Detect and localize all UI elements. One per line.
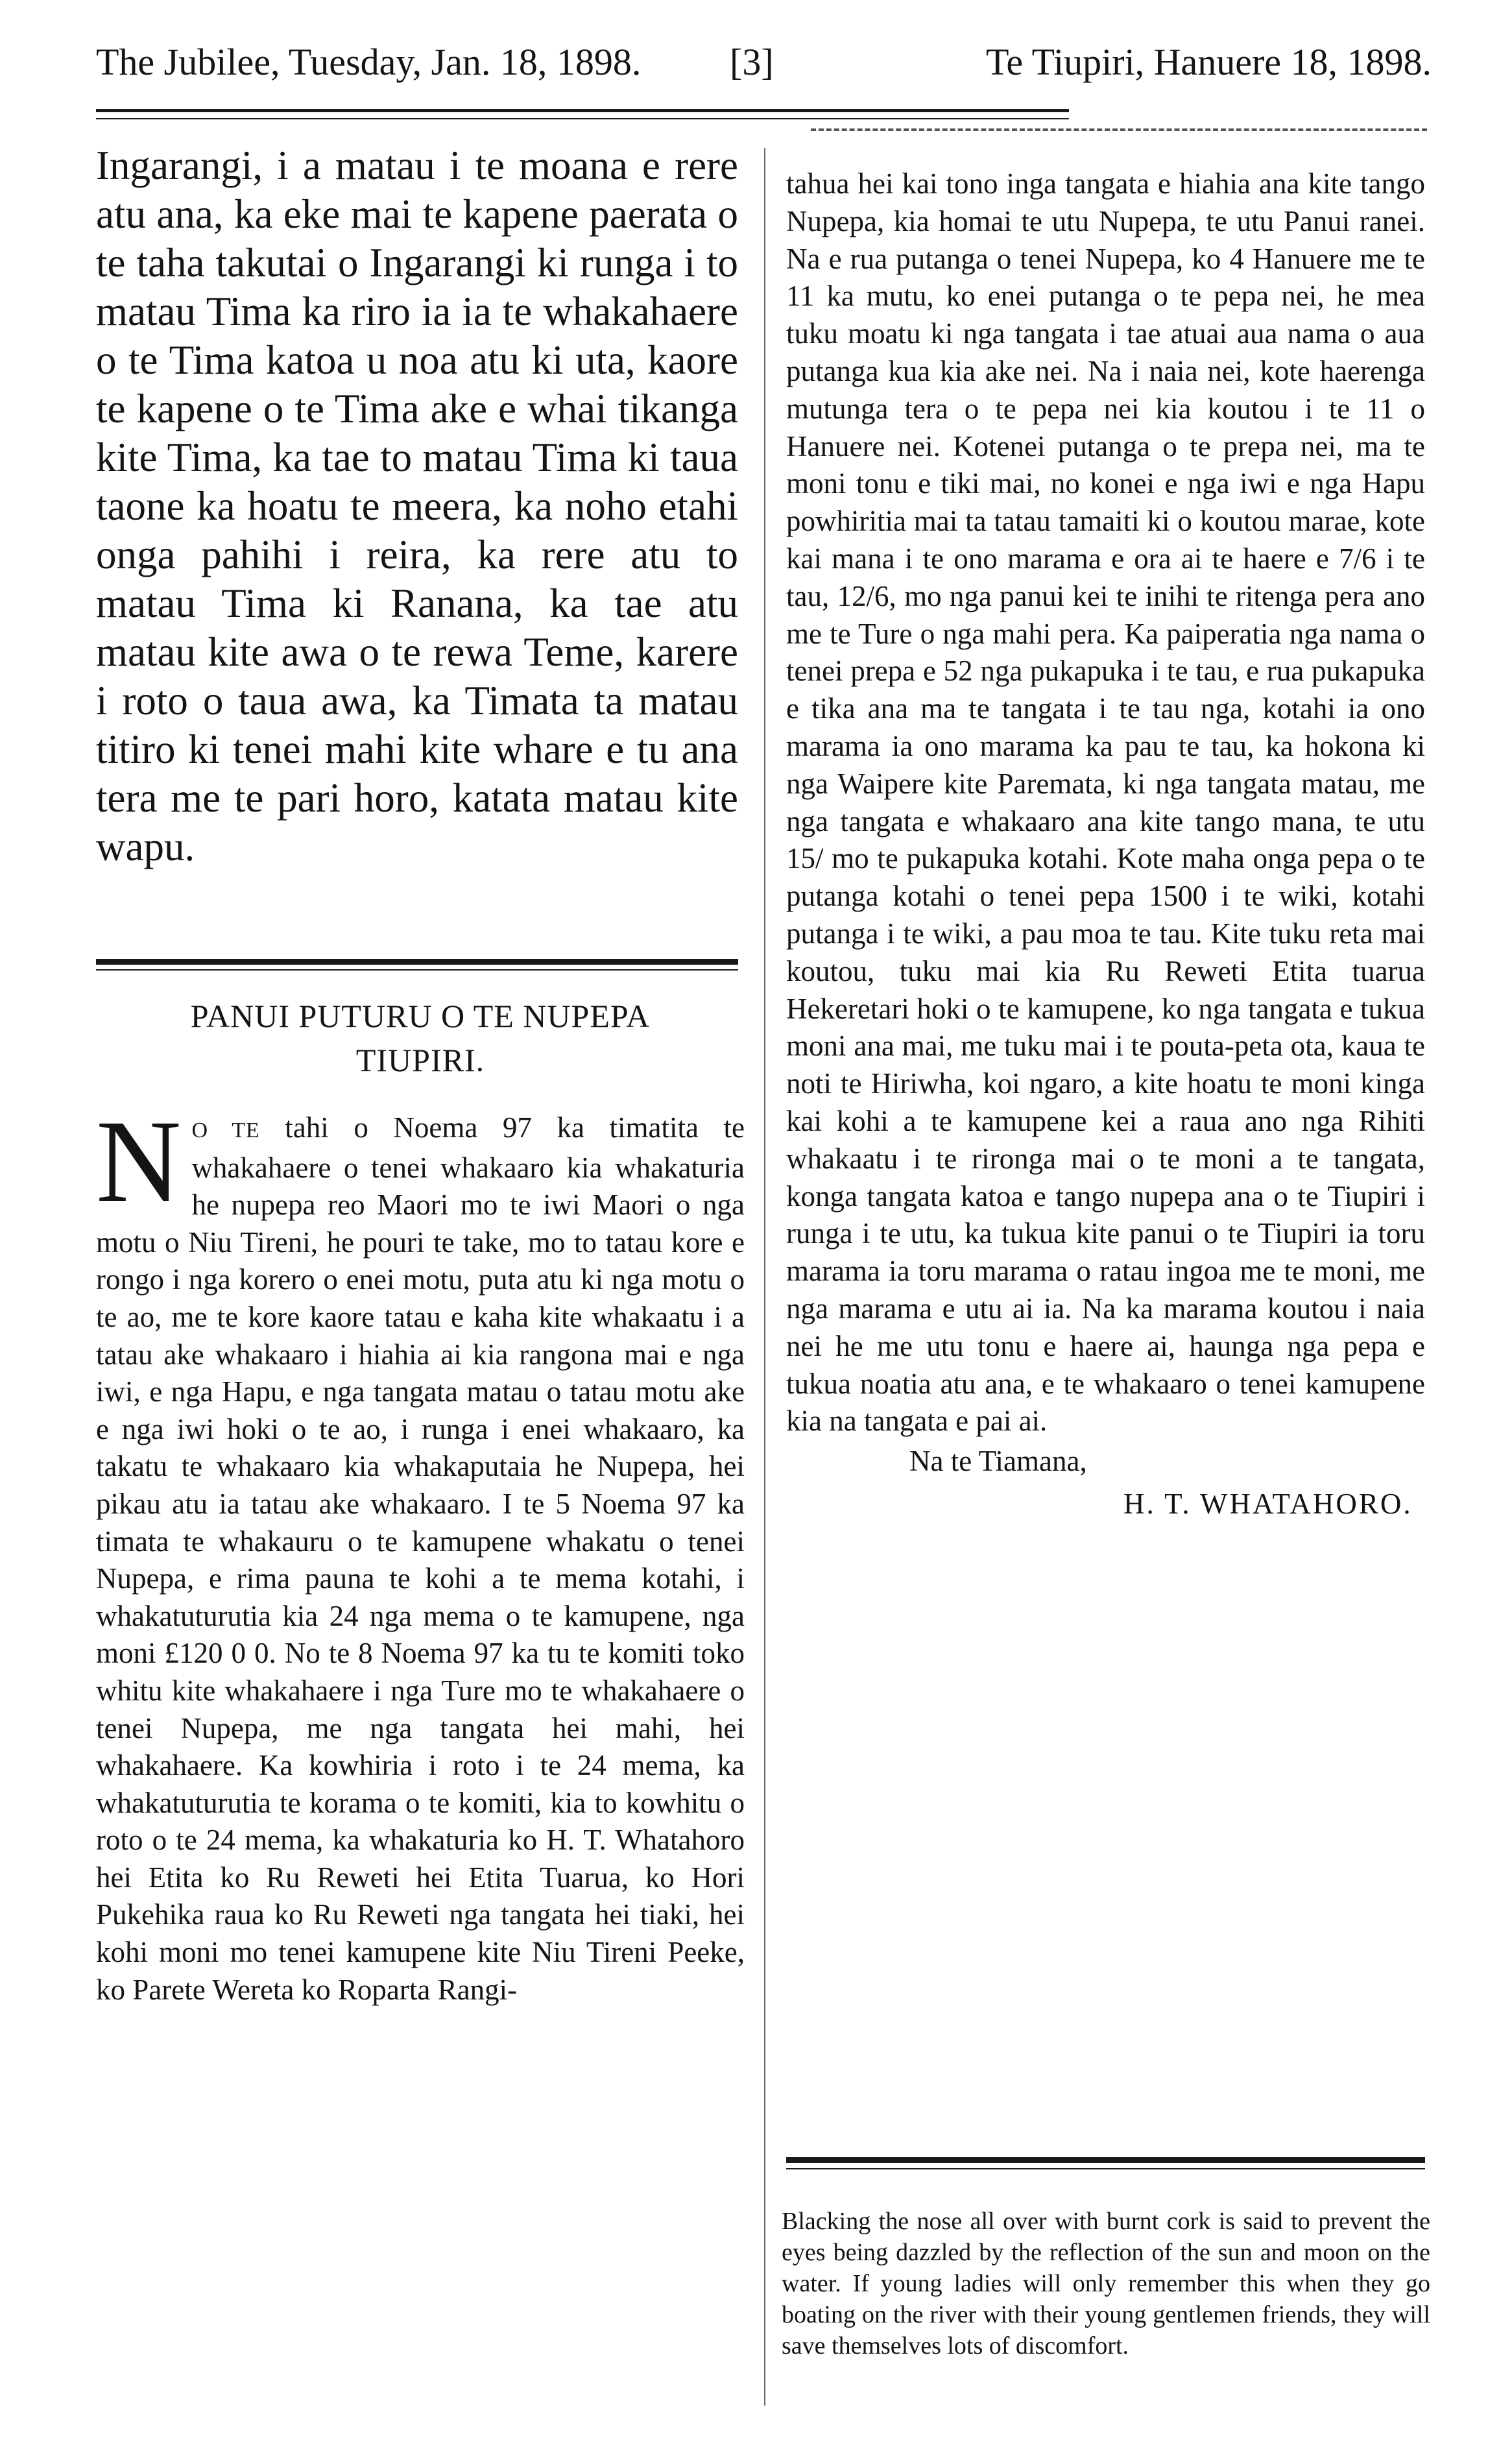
header-right-title: Te Tiupiri, Hanuere 18, 1898. [986, 41, 1432, 83]
drop-cap-letter: N [96, 1096, 182, 1227]
header-rule-thick [96, 109, 1069, 112]
right-separator-thin [786, 2168, 1425, 2169]
filler-note [782, 2206, 1430, 2361]
header-rule-dashed [811, 128, 1427, 131]
signoff-chairman: Na te Tiamana, [909, 1445, 1087, 1478]
right-separator-thick [786, 2157, 1425, 2163]
notice-title: PANUI PUTURU O TE NUPEPA [190, 998, 651, 1034]
notice-continuation-text: tahua hei kai tono inga tangata e hiahia ana kite tango Nupepa, kia homai te utu Nupepa, te utu Panui ranei. Na e rua putanga o tenei Nupepa, ko 4 Hanuere me te 11 ka mutu, ko enei putanga o te pepa nei, he mea tuku moatu ki nga tangata i tae atuai aua nama o aua putanga kua kia ake nei. Na i naia nei, kote haerenga mutunga tera o te pepa nei kia koutou i te 11 o Hanuere nei. Kotenei putanga o te prepa nei, ma te moni tonu e tiki mai, no konei e nga iwi e nga Hapu powhiritia mai ta tatau tamaiti ki o koutou marae, kote kai mana i te ono marama e ora ai te haere e 7/6 i te tau, 12/6, mo nga panui kei te inihi te ritenga pera ano me te Ture o nga mahi pera. Ka paiperatia nga nama o tenei prepa e 52 nga pukapuka i te tau, e rua pukapuka e tika ana ma te tangata i te tau nga, kotahi ia ono marama ia ono marama ka pau te tau, ka hokona ki nga Waipere kite Paremata, ki nga tangata matau, me nga tangata e whakaaro ana kite tango mana, te utu 15/ mo te pukapuka kotahi. Kote maha onga pepa o te putanga kotahi o tenei pepa 1500 i te wiki, kotahi putanga i te wiki, a pau moa te tau. Kite tuku reta mai koutou, tuku mai kia Ru Reweti Etita tuarua Hekeretari hoki o te kamupene, ko nga tangata e tukua moni ana mai, me tuku mai i te pouta-peta ota, kaua te noti te Hiriwha, koi ngaro, a kite hoatu te moni kinga kai kohi a te kamupene kei a raua ano nga Rihiti whakaatu i te rironga mai o te moni a te tangata, konga tangata katoa e tango nupepa ana o te Tiupiri i runga i te utu, ka tukua kite panui o te Tiupiri ia toru marama ia toru marama o ratau ingoa me te moni, me nga marama e utu ai ia. Na ka marama koutou i naia nei he me utu tonu e haere ai, haunga nga pepa e tukua noatia atu ana, e te whakaaro o tenei kamupene kia na tangata e pai ai. [786, 167, 1425, 1438]
header-rule-thin [96, 118, 1069, 119]
signoff-name: H. T. WHATAHORO. [1123, 1487, 1413, 1520]
page-number: [3] [730, 41, 774, 83]
article-paragraph: Ingarangi, i a matau i te moana e rere atu ana, ka eke mai te kapene paerata o te taha takutai o Ingarangi ki runga i to matau Tima ka riro ia ia te whakahaere o te Tima katoa u noa atu ki uta, kaore te kapene o te Tima ake e whai tikanga kite Tima, ka tae to matau Tima ki taua taone ka hoatu te meera, ka noho etahi onga pahihi i reira, ka rere atu to matau Tima ki Ranana, ka tae atu matau kite awa o te rewa Teme, karere i roto o taua awa, ka Timata ta matau titiro ki tenei mahi kite whare e tu ana tera me te pari horo, katata matau kite wapu. [96, 143, 738, 869]
notice-body-continued [786, 165, 1425, 1523]
article-continuation [96, 141, 738, 871]
notice-first-word: O TE [191, 1118, 260, 1142]
filler-note-text: Blacking the nose all over with burnt cork is said to prevent the eyes being dazzled by the reflection of the sun and moon on the water. If young ladies will only remember this when they go boating on the river with their young gentlemen friends, they will save themselves lots of discomfort. [782, 2208, 1430, 2359]
section-separator-thin [96, 969, 738, 971]
notice-title-continued: TIUPIRI. [355, 1042, 485, 1078]
header-left-title: The Jubilee, Tuesday, Jan. 18, 1898. [96, 41, 642, 83]
section-separator-thick [96, 959, 738, 965]
notice-body [96, 1096, 745, 2009]
column-divider [764, 148, 765, 2406]
notice-text: tahi o Noema 97 ka timatita te whakahaere o tenei whakaaro kia whakaturia he nupepa reo Maori mo te iwi Maori o nga motu o Niu Tireni, he pouri te take, mo to tatau kore e rongo i nga korero o enei motu, puta atu ki nga motu o te ao, me te kore kaore tatau e kaha kite whakaatu i a tatau ake whakaaro i hiahia ai kia rangona mai e nga iwi, e nga Hapu, e nga tangata matau o tatau motu ake e nga iwi hoki o te ao, i runga i enei whakaaro, ka takatu te whakaaro kia whakaputaia he Nupepa, hei pikau atu ia tatau ake whakaaro. I te 5 Noema 97 ka timata te whakauru o te kamupene whakatu o tenei Nupepa, e rima pauna te kohi a te mema kotahi, i whakatuturutia kia 24 nga mema o te kamupene, nga moni £120 0 0. No te 8 Noema 97 ka tu te komiti toko whitu kite whakahaere i nga Ture mo te whakahaere o tenei Nupepa, me nga tangata hei mahi, hei whakahaere. Ka kowhiria i roto i te 24 mema, ka whakatuturutia te korama o te komiti, kia to kowhitu o roto o te 24 mema, ka whakaturia ko H. T. Whatahoro hei Etita ko Ru Reweti hei Etita Tuarua, ko Hori Pukehika raua ko Ru Reweti nga tangata hei tiaki, hei kohi moni mo tenei kamupene kite Niu Tireni Peeke, ko Parete Wereta ko Roparta Rangi- [96, 1111, 745, 2006]
